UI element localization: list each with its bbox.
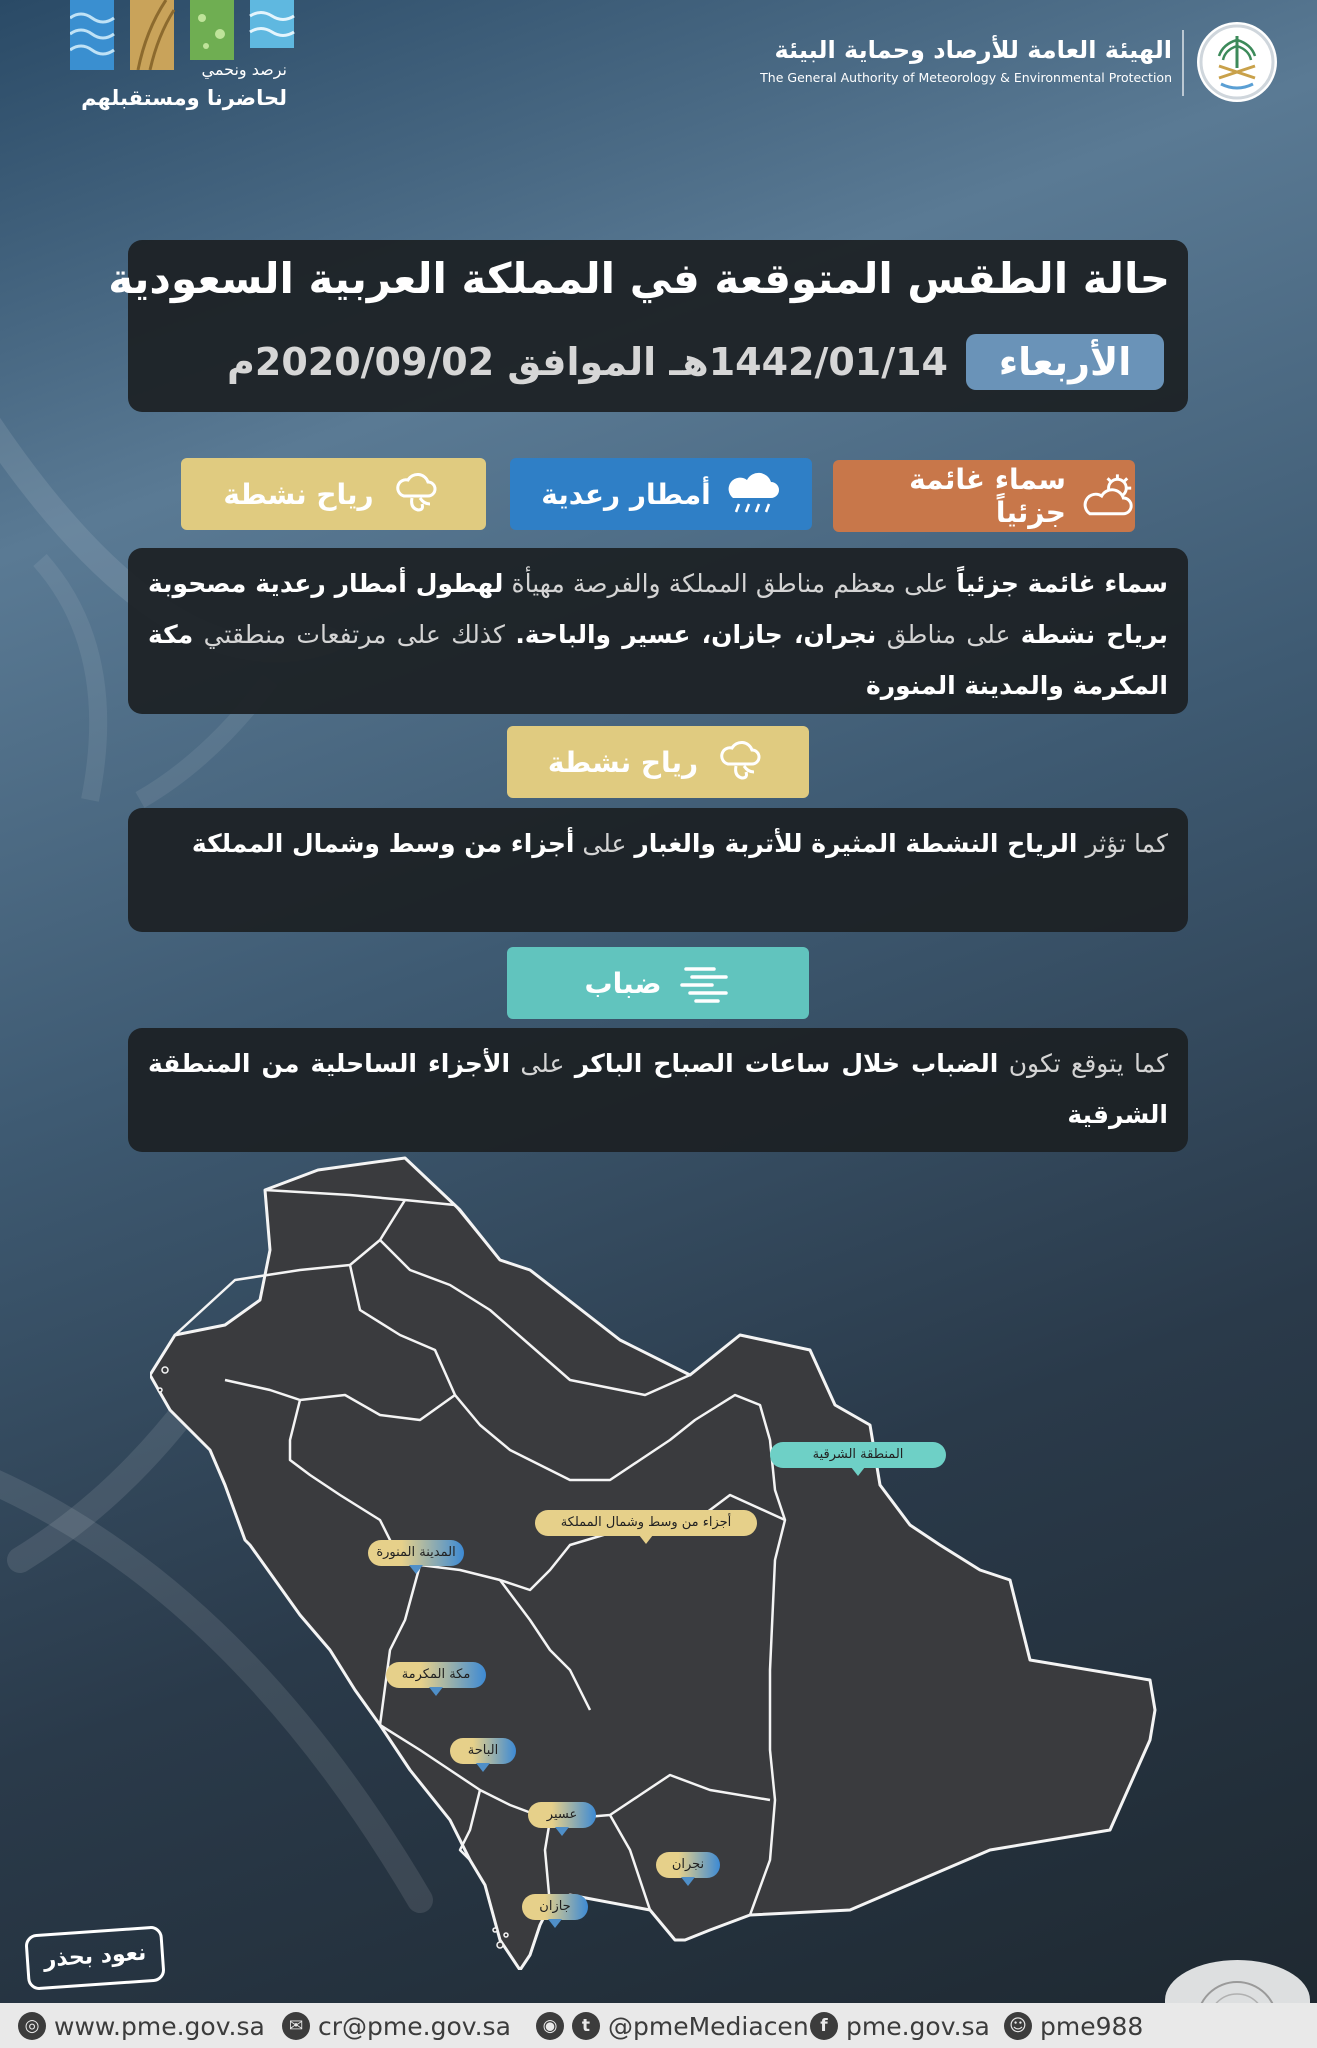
badge-thunder-rain [510, 458, 812, 530]
day-badge: الأربعاء [966, 334, 1164, 390]
slogan-badge: نعود بحذر [24, 1925, 166, 1990]
facebook-icon: f [810, 2012, 838, 2040]
badge-active-wind-2 [507, 726, 809, 798]
forecast-card-fog [128, 1028, 1188, 1152]
forecast-text-clouds: سماء غائمة جزئياً على معظم مناطق المملكة والفرصة مهيأة لهطول أمطار رعدية مصحوبة برياح نشطة على مناطق نجران، جازان، عسير والباحة. كذلك على مرتفعات منطقتي مكة المكرمة والمدينة المنورة [148, 569, 1169, 700]
map-outline [150, 1150, 1170, 1970]
email-icon: ✉ [282, 2012, 310, 2040]
map-label-central-north: أجزاء من وسط وشمال المملكة [535, 1510, 757, 1536]
title-card [108, 240, 1188, 412]
footer-snapchat-text: pme988 [1040, 2011, 1144, 2041]
sun-cloud-icon [1080, 472, 1135, 520]
rain-cloud-icon [725, 470, 781, 518]
authority-header [717, 18, 1277, 108]
badge-partly-cloudy [833, 460, 1135, 532]
footer-email-text: cr@pme.gov.sa [318, 2011, 511, 2041]
badge-thunder-rain-label: أمطار رعدية [541, 477, 711, 511]
globe-icon: ◎ [18, 2012, 46, 2040]
map-label-najran: نجران [656, 1852, 720, 1878]
footer-facebook[interactable] [810, 2009, 990, 2043]
badge-active-wind-2-label: رياح نشطة [547, 745, 699, 779]
footer-social[interactable] [536, 2009, 809, 2043]
footer-email[interactable] [282, 2009, 511, 2043]
twitter-icon: t [572, 2012, 600, 2040]
badge-active-wind [181, 458, 486, 530]
map-label-madinah: المدينة المنورة [368, 1540, 464, 1566]
footer-social-text: @pmeMediacen [608, 2011, 809, 2041]
footer-website-text: www.pme.gov.sa [54, 2011, 265, 2041]
badge-fog [507, 947, 809, 1019]
map-label-asir: عسير [528, 1802, 596, 1828]
snapchat-icon: ☺ [1004, 2012, 1032, 2040]
footer-website[interactable] [18, 2009, 265, 2043]
fog-icon [676, 959, 732, 1007]
saudi-regions-map [150, 1150, 1170, 1970]
wind-icon [388, 470, 444, 518]
map-label-eastern: المنطقة الشرقية [770, 1442, 946, 1468]
map-label-makkah: مكة المكرمة [386, 1662, 486, 1688]
forecast-card-clouds [128, 548, 1188, 714]
badge-fog-label: ضباب [584, 966, 662, 1000]
date-text: 1442/01/14هـ الموافق 2020/09/02م [227, 340, 948, 384]
instagram-icon: ◉ [536, 2012, 564, 2040]
map-label-jazan: جازان [522, 1894, 588, 1920]
wind-icon [712, 738, 768, 786]
campaign-line-1: نرصد ونحمي [201, 60, 287, 79]
authority-seal-icon [1197, 22, 1277, 102]
authority-name-english: The General Authority of Meteorology & Environmental Protection [760, 70, 1172, 85]
forecast-text-wind: كما تؤثر الرياح النشطة المثيرة للأتربة والغبار على أجزاء من وسط وشمال المملكة [191, 829, 1168, 858]
campaign-logo [65, 0, 305, 130]
forecast-card-wind [128, 808, 1188, 932]
page-title: حالة الطقس المتوقعة في المملكة العربية السعودية [108, 254, 1170, 303]
campaign-line-2: لحاضرنا ومستقبلهم [81, 86, 287, 110]
footer-snapchat[interactable] [1004, 2009, 1143, 2043]
authority-name-arabic: الهيئة العامة للأرصاد وحماية البيئة [774, 36, 1172, 64]
footer-bar [0, 2003, 1317, 2048]
badge-active-wind-label: رياح نشطة [223, 477, 374, 511]
header-separator [1182, 30, 1184, 96]
map-label-baha: الباحة [450, 1738, 516, 1764]
footer-facebook-text: pme.gov.sa [846, 2011, 990, 2041]
badge-partly-cloudy-label: سماء غائمة جزئياً [909, 463, 1066, 529]
forecast-text-fog: كما يتوقع تكون الضباب خلال ساعات الصباح الباكر على الأجزاء الساحلية من المنطقة الشرقية [148, 1049, 1168, 1129]
